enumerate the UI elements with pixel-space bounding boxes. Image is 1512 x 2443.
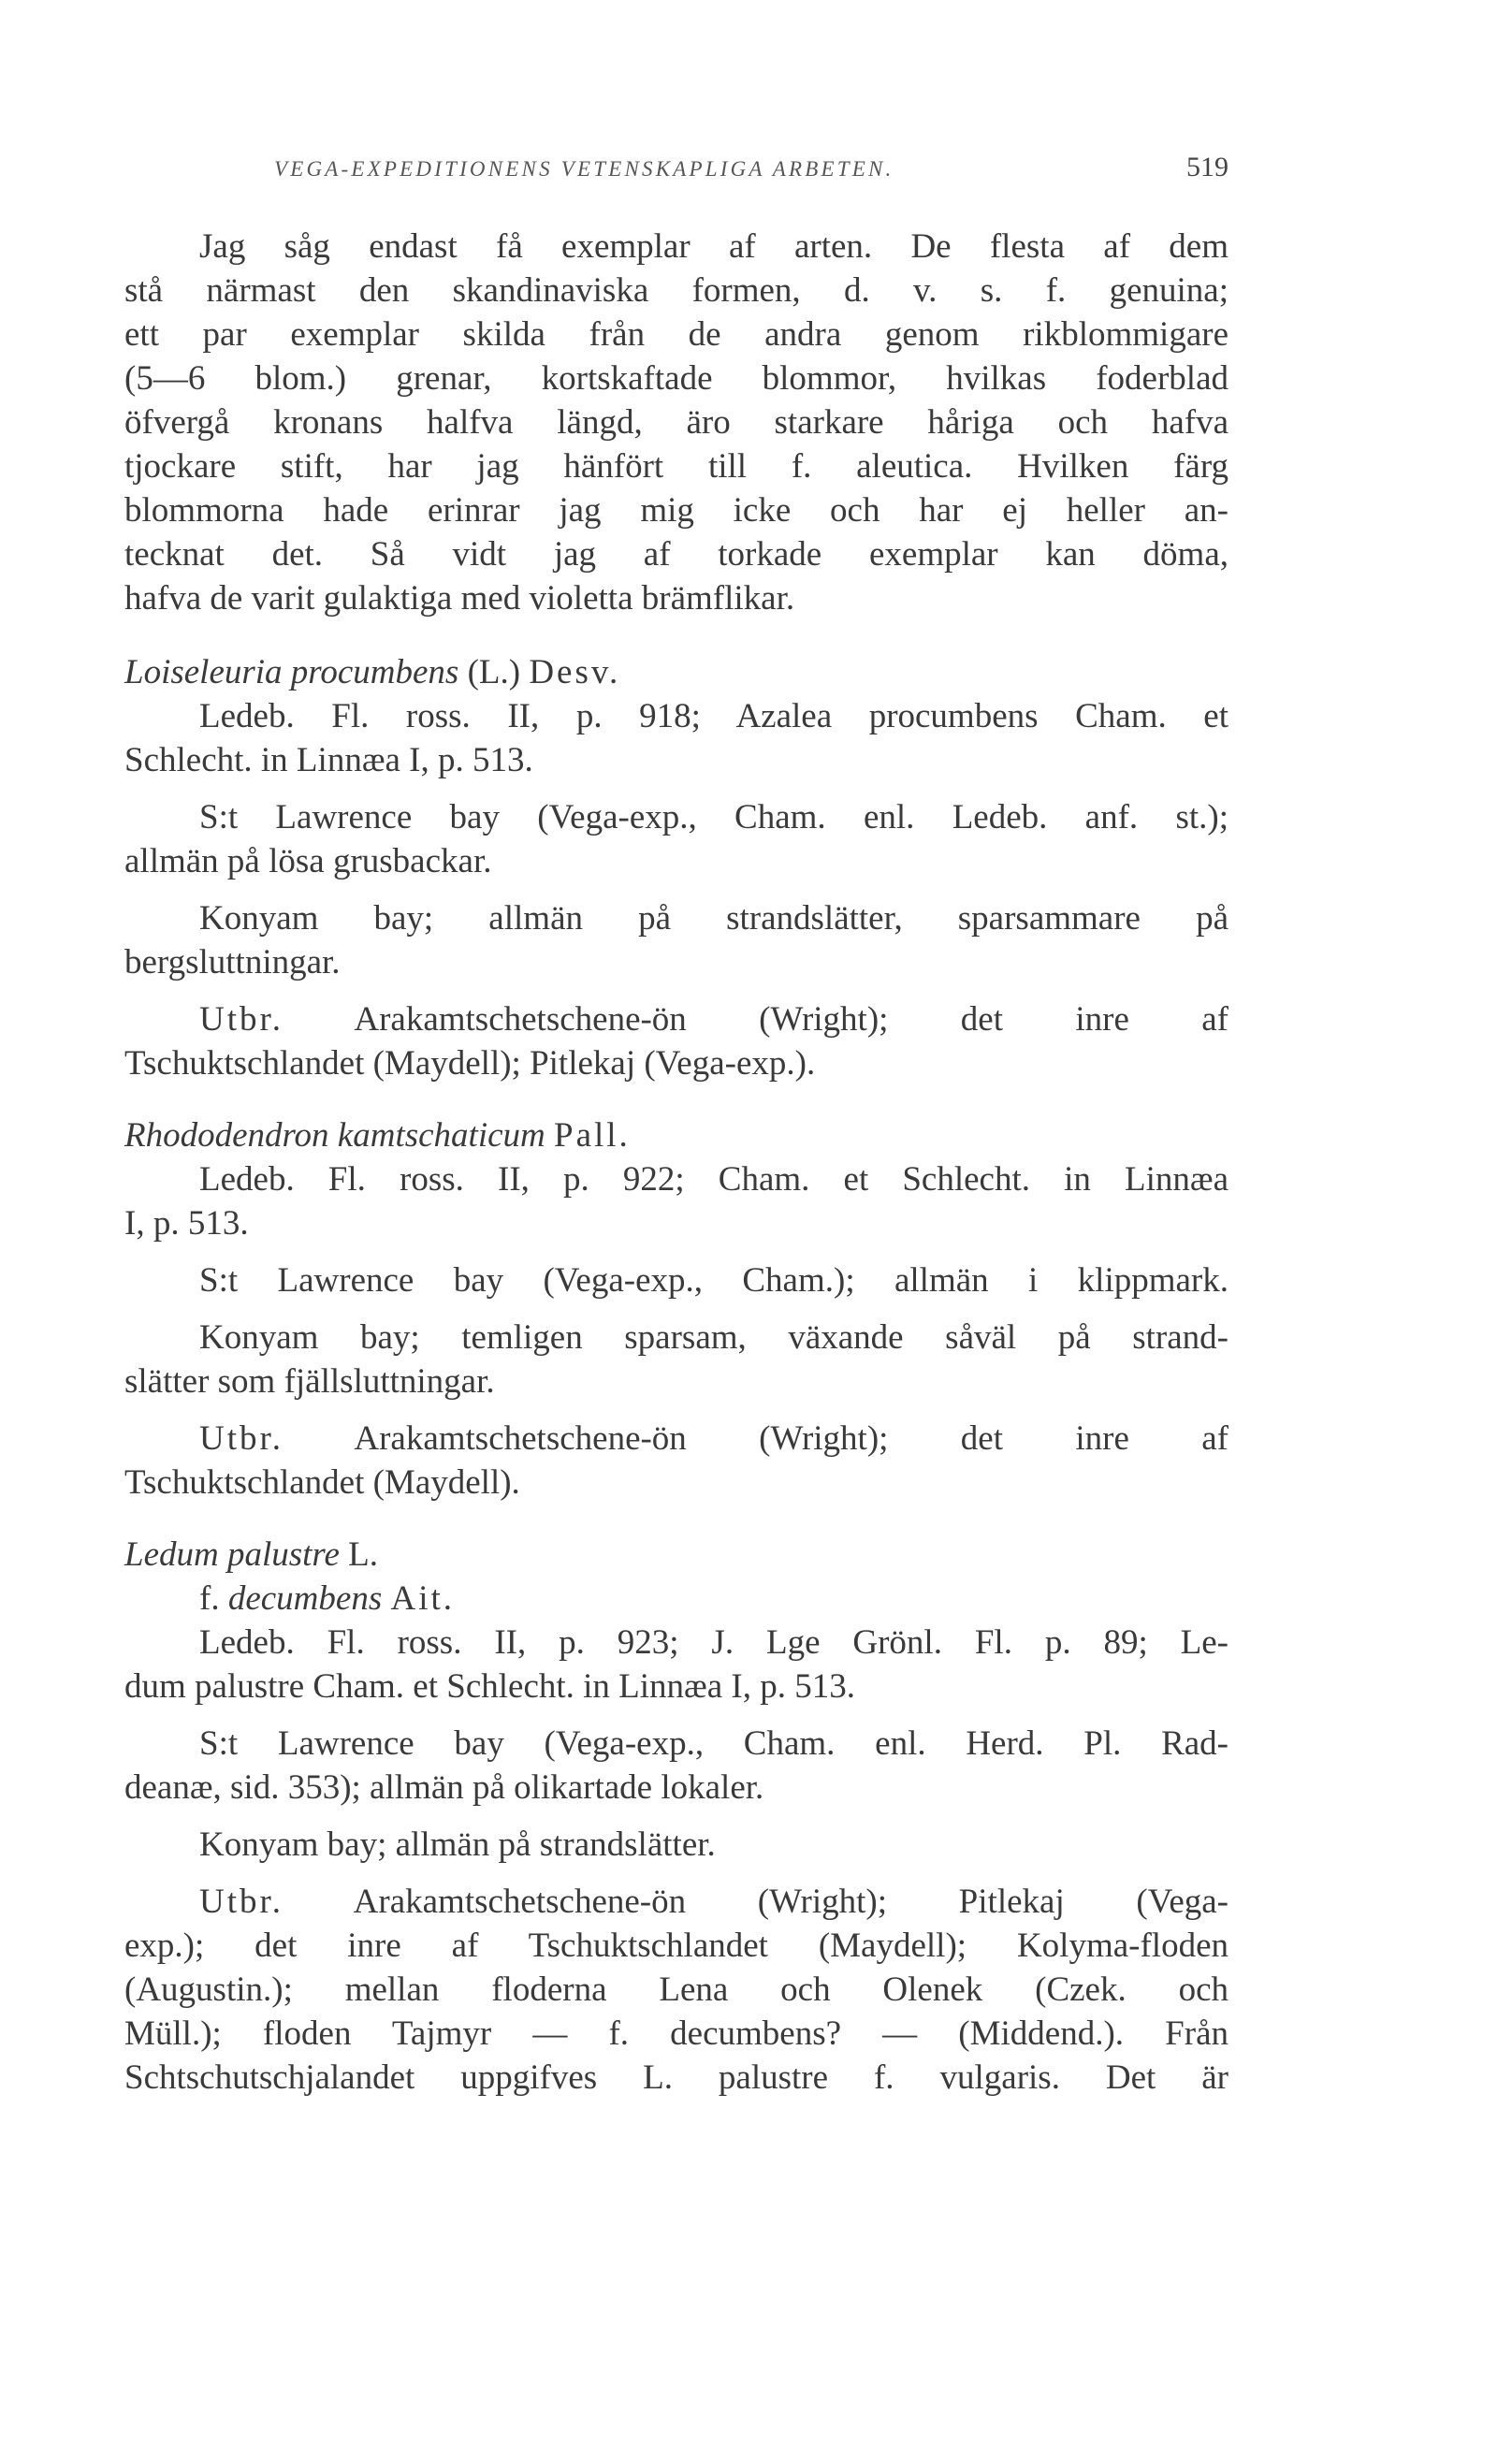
text-line: deanæ, sid. 353); allmän på olikartade lokaler. bbox=[124, 1768, 764, 1807]
text-line: Tschuktschlandet (Maydell). bbox=[124, 1463, 520, 1502]
text-line: öfvergå kronans halfva längd, äro starkare håriga och hafva bbox=[124, 403, 1228, 442]
text-line: allmän på lösa grusbackar. bbox=[124, 842, 492, 880]
reference-line: dum palustre Cham. et Schlecht. in Linnæa I, p. 513. bbox=[124, 1667, 855, 1706]
species-heading bbox=[124, 1533, 1228, 1577]
species-heading bbox=[124, 1113, 1228, 1157]
text-line: bergsluttningar. bbox=[124, 943, 341, 982]
species-name: Ledum palustre bbox=[124, 1535, 340, 1574]
distribution-line bbox=[124, 997, 1228, 1041]
text-column bbox=[124, 225, 1228, 2100]
text-line: ett par exemplar skilda från de andra genom rikblommigare bbox=[124, 315, 1228, 354]
text-line: slätter som fjällsluttningar. bbox=[124, 1362, 495, 1401]
species-author-part: (L.) bbox=[458, 653, 530, 691]
text-line: Konyam bay; allmän på strandslätter. bbox=[199, 1825, 716, 1864]
text-line: Konyam bay; temligen sparsam, växande såväl på strand- bbox=[199, 1318, 1228, 1357]
distribution-label: Utbr. bbox=[199, 1883, 284, 1921]
text-line: exp.); det inre af Tschuktschlandet (Maydell); Kolyma-floden bbox=[124, 1927, 1228, 1965]
running-title: VEGA-EXPEDITIONENS VETENSKAPLIGA ARBETEN. bbox=[274, 157, 894, 181]
reference-line: Ledeb. Fl. ross. II, p. 918; Azalea procumbens Cham. et bbox=[199, 697, 1228, 735]
text-line: (5—6 blom.) grenar, kortskaftade blommor, hvilkas foderblad bbox=[124, 359, 1228, 398]
species-name: Loiseleuria procumbens bbox=[124, 653, 459, 691]
distribution-text: Arakamtschetschene-ön (Wright); det inre af bbox=[284, 1000, 1228, 1039]
species-entry-loiseleuria bbox=[124, 650, 1228, 1085]
text-line: S:t Lawrence bay (Vega-exp., Cham. enl. Herd. Pl. Rad- bbox=[199, 1724, 1228, 1763]
reference-line: Schlecht. in Linnæa I, p. 513. bbox=[124, 741, 533, 779]
form-prefix: f. bbox=[199, 1579, 228, 1618]
species-author: Pall. bbox=[554, 1116, 631, 1155]
page-header bbox=[274, 152, 1228, 195]
text-line: Jag såg endast få exemplar af arten. De flesta af dem bbox=[199, 227, 1228, 266]
species-name: Rhododendron kamtschaticum bbox=[124, 1116, 545, 1155]
text-line: Konyam bay; allmän på strandslätter, sparsammare på bbox=[199, 899, 1228, 938]
distribution-line bbox=[124, 1417, 1228, 1461]
text-line: tecknat det. Så vidt jag af torkade exemplar kan döma, bbox=[124, 535, 1228, 574]
species-author: Desv. bbox=[529, 653, 621, 691]
text-line: tjockare stift, har jag hänfört till f. aleutica. Hvilken färg bbox=[124, 447, 1228, 486]
text-line: Müll.); floden Tajmyr — f. decumbens? — (Middend.). Från bbox=[124, 2014, 1228, 2053]
reference-line: Ledeb. Fl. ross. II, p. 923; J. Lge Grönl. Fl. p. 89; Le- bbox=[199, 1623, 1228, 1662]
intro-paragraph bbox=[124, 225, 1228, 620]
text-line: Tschuktschlandet (Maydell); Pitlekaj (Vega-exp.). bbox=[124, 1044, 816, 1083]
form-name: decumbens bbox=[227, 1579, 383, 1618]
distribution-label: Utbr. bbox=[199, 1000, 284, 1039]
distribution-text: Arakamtschetschene-ön (Wright); Pitlekaj (Vega- bbox=[284, 1883, 1228, 1921]
page-number: 519 bbox=[1186, 152, 1228, 182]
species-entry-rhododendron bbox=[124, 1113, 1228, 1505]
text-line: S:t Lawrence bay (Vega-exp., Cham.); allmän i klippmark. bbox=[199, 1261, 1228, 1300]
species-entry-ledum bbox=[124, 1533, 1228, 2100]
text-line: (Augustin.); mellan floderna Lena och Olenek (Czek. och bbox=[124, 1970, 1228, 2009]
form-author: Ait. bbox=[390, 1579, 455, 1618]
reference-line: Ledeb. Fl. ross. II, p. 922; Cham. et Schlecht. in Linnæa bbox=[199, 1160, 1228, 1199]
reference-line: I, p. 513. bbox=[124, 1204, 249, 1243]
text-line: Schtschutschjalandet uppgifves L. palustre f. vulgaris. Det är bbox=[124, 2058, 1228, 2097]
text-line: hafva de varit gulaktiga med violetta brämflikar. bbox=[124, 579, 795, 618]
distribution-label: Utbr. bbox=[199, 1419, 284, 1458]
text-line: S:t Lawrence bay (Vega-exp., Cham. enl. Ledeb. anf. st.); bbox=[199, 798, 1228, 836]
distribution-line bbox=[124, 1880, 1228, 1924]
text-line: stå närmast den skandinaviska formen, d. v. s. f. genuina; bbox=[124, 271, 1228, 310]
species-author: L. bbox=[339, 1535, 378, 1574]
distribution-text: Arakamtschetschene-ön (Wright); det inre af bbox=[284, 1419, 1228, 1458]
form-heading bbox=[124, 1577, 1228, 1621]
text-line: blommorna hade erinrar jag mig icke och har ej heller an- bbox=[124, 491, 1228, 530]
species-heading bbox=[124, 650, 1228, 694]
